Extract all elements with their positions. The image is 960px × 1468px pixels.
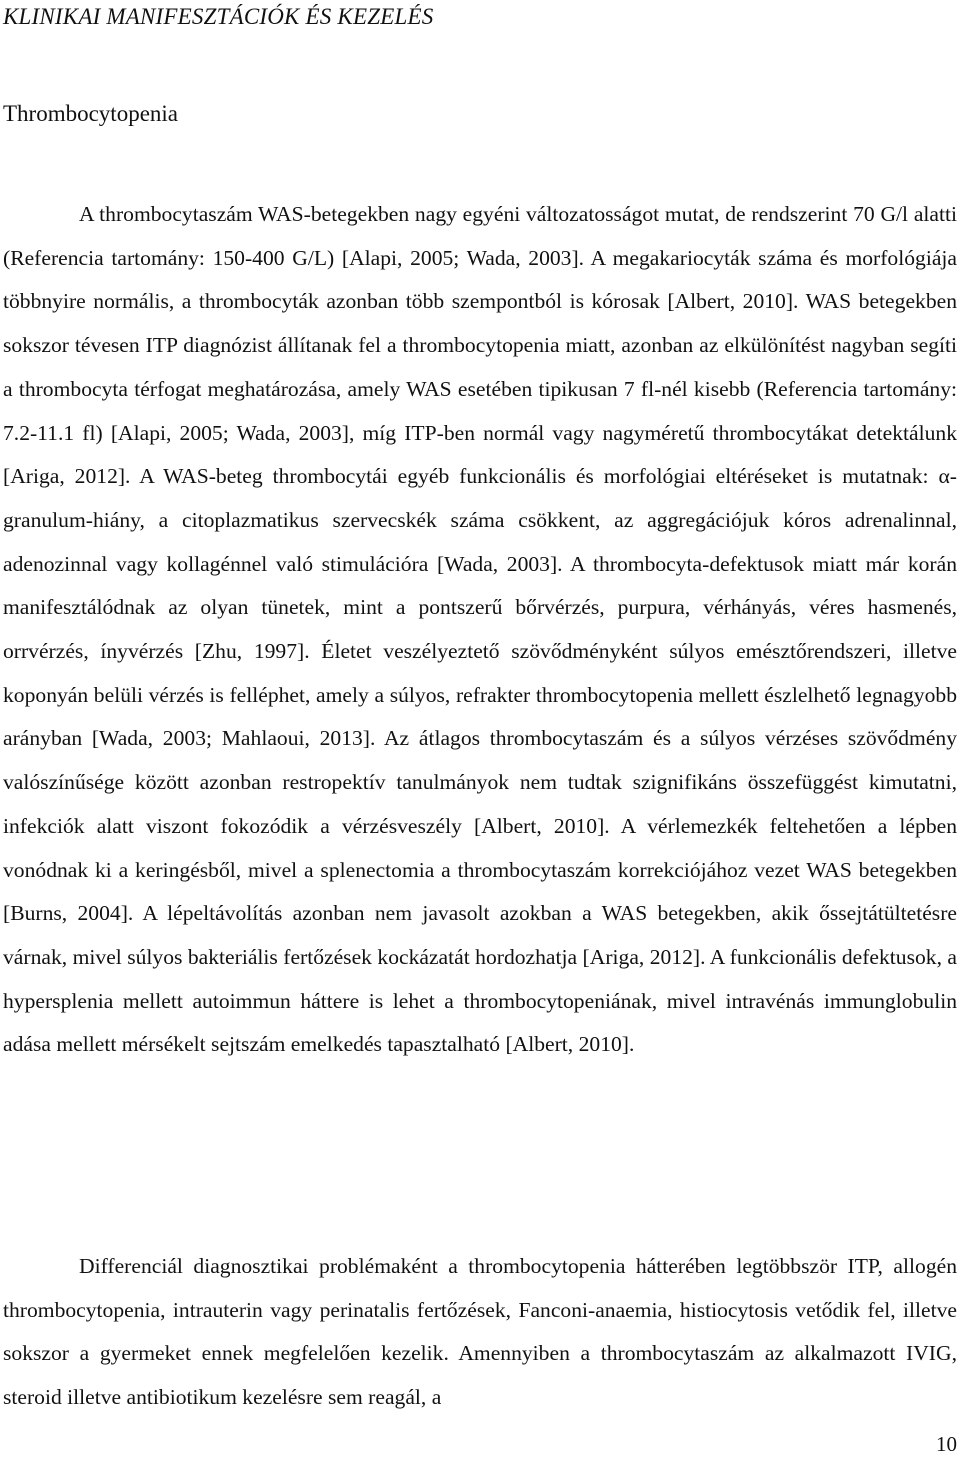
section-title: Thrombocytopenia — [3, 101, 179, 126]
page-number: 10 — [936, 1432, 957, 1456]
chapter-title: KLINIKAI MANIFESZTÁCIÓK ÉS KEZELÉS — [3, 4, 434, 29]
body-paragraph: A thrombocytaszám WAS-betegekben nagy egyéni változatosságot mutat, de rendszerint 70 G/l alatti (Referencia tartomány: 150-400 G/L) [Alapi, 2005; Wada, 2003]. A megakariocyták száma és morfológiája többnyire normális, a thrombocyták azonban több szempontból is kórosak [Albert, 2010]. WAS betegekben sokszor tévesen ITP diagnózist állítanak fel a thrombocytopenia miatt, azonban az elkülönítést nagyban segíti a thrombocyta térfogat meghatározása, amely WAS esetében tipikusan 7 fl-nél kisebb (Referencia tartomány: 7.2-11.1 fl) [Alapi, 2005; Wada, 2003], míg ITP-ben normál vagy nagyméretű thrombocytákat detektálunk [Ariga, 2012]. A WAS-beteg thrombocytái egyéb funkcionális és morfológiai eltéréseket is mutatnak: α-granulum-hiány, a citoplazmatikus szervecskék száma csökkent, az aggregációjuk kóros adrenalinnal, adenozinnal vagy kollagénnel való stimulációra [Wada, 2003]. A thrombocyta-defektusok miatt már korán manifesztálódnak az olyan tünetek, mint a pontszerű bőrvérzés, purpura, vérhányás, véres hasmenés, orrvérzés, ínyvérzés [Zhu, 1997]. Életet veszélyeztető szövődményként súlyos emésztőrendszeri, illetve koponyán belüli vérzés is felléphet, amely a súlyos, refrakter thrombocytopenia mellett észlelhető legnagyobb arányban [Wada, 2003; Mahlaoui, 2013]. Az átlagos thrombocytaszám és a súlyos vérzéses szövődmény valószínűsége között azonban restropektív tanulmányok nem tudtak szignifikáns összefüggést kimutatni, infekciók alatt viszont fokozódik a vérzésveszély [Albert, 2010]. A vérlemezkék feltehetően a lépben vonódnak ki a keringésből, mivel a splenectomia a thrombocytaszám korrekciójához vezet WAS betegekben [Burns, 2004]. A lépeltávolítás azonban nem javasolt azokban a WAS betegekben, akik őssejtátültetésre várnak, mivel súlyos bakteriális fertőzések kockázatát hordozhatja [Ariga, 2012]. A funkcionális defektusok, a hypersplenia mellett autoimmun háttere is lehet a thrombocytopeniának, mivel intravénás immunglobulin adása mellett mérsékelt sejtszám emelkedés tapasztalható [Albert, 2010]. — [3, 202, 957, 1057]
body-paragraph: Differenciál diagnosztikai problémaként a thrombocytopenia hátterében legtöbbször ITP, allogén thrombocytopenia, intrauterin vagy perinatalis fertőzések, Fanconi-anaemia, histiocytosis vetődik fel, illetve sokszor a gyermeket ennek megfelelően kezelik. Amennyiben a thrombocytaszám az alkalmazott IVIG, steroid illetve antibiotikum kezelésre sem reagál, a — [3, 1254, 957, 1410]
